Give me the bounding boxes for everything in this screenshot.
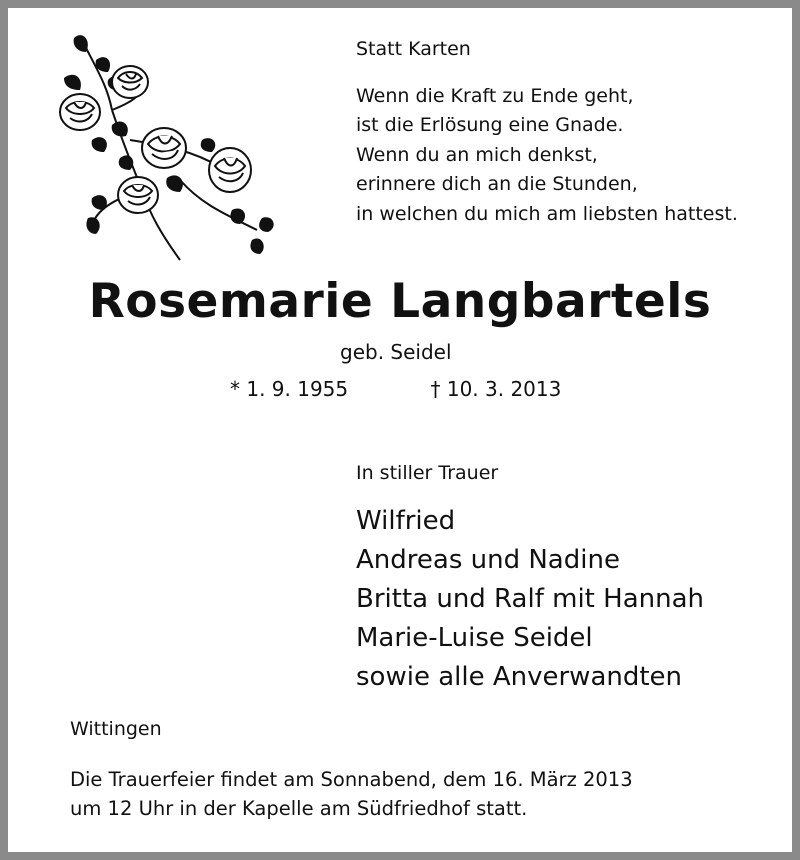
poem-line: erinnere dich an die Stunden, <box>356 173 638 195</box>
poem-line: Wenn du an mich denkst, <box>356 143 598 166</box>
death-date: † 10. 3. 2013 <box>430 377 562 401</box>
statt-karten-label: Statt Karten <box>356 38 471 60</box>
mourner: Britta und Ralf mit Hannah <box>356 584 704 614</box>
mourner: Marie-Luise Seidel <box>356 623 593 653</box>
service-line: Die Trauerfeier findet am Sonnabend, dem 16. März 2013 <box>70 768 633 791</box>
mourner: sowie alle Anverwandten <box>356 662 683 692</box>
place-name: Wittingen <box>70 718 162 740</box>
poem-line: in welchen du mich am liebsten hattest. <box>356 202 738 225</box>
birth-date: * 1. 9. 1955 <box>230 377 349 401</box>
poem-line: ist die Erlösung eine Gnade. <box>356 114 624 136</box>
mourner: Wilfried <box>356 506 456 536</box>
roses-illustration-icon <box>52 30 282 265</box>
deceased-name: Rosemarie Langbartels <box>88 274 712 329</box>
poem-line: Wenn die Kraft zu Ende geht, <box>356 84 634 107</box>
mourner: Andreas und Nadine <box>356 545 620 575</box>
birth-name: geb. Seidel <box>340 340 452 364</box>
mourning-phrase: In stiller Trauer <box>356 462 499 484</box>
service-line: um 12 Uhr in der Kapelle am Südfriedhof statt. <box>70 797 528 820</box>
life-dates <box>230 377 561 401</box>
header-block <box>356 35 738 229</box>
service-info <box>70 765 633 823</box>
mourners-list <box>356 502 704 697</box>
